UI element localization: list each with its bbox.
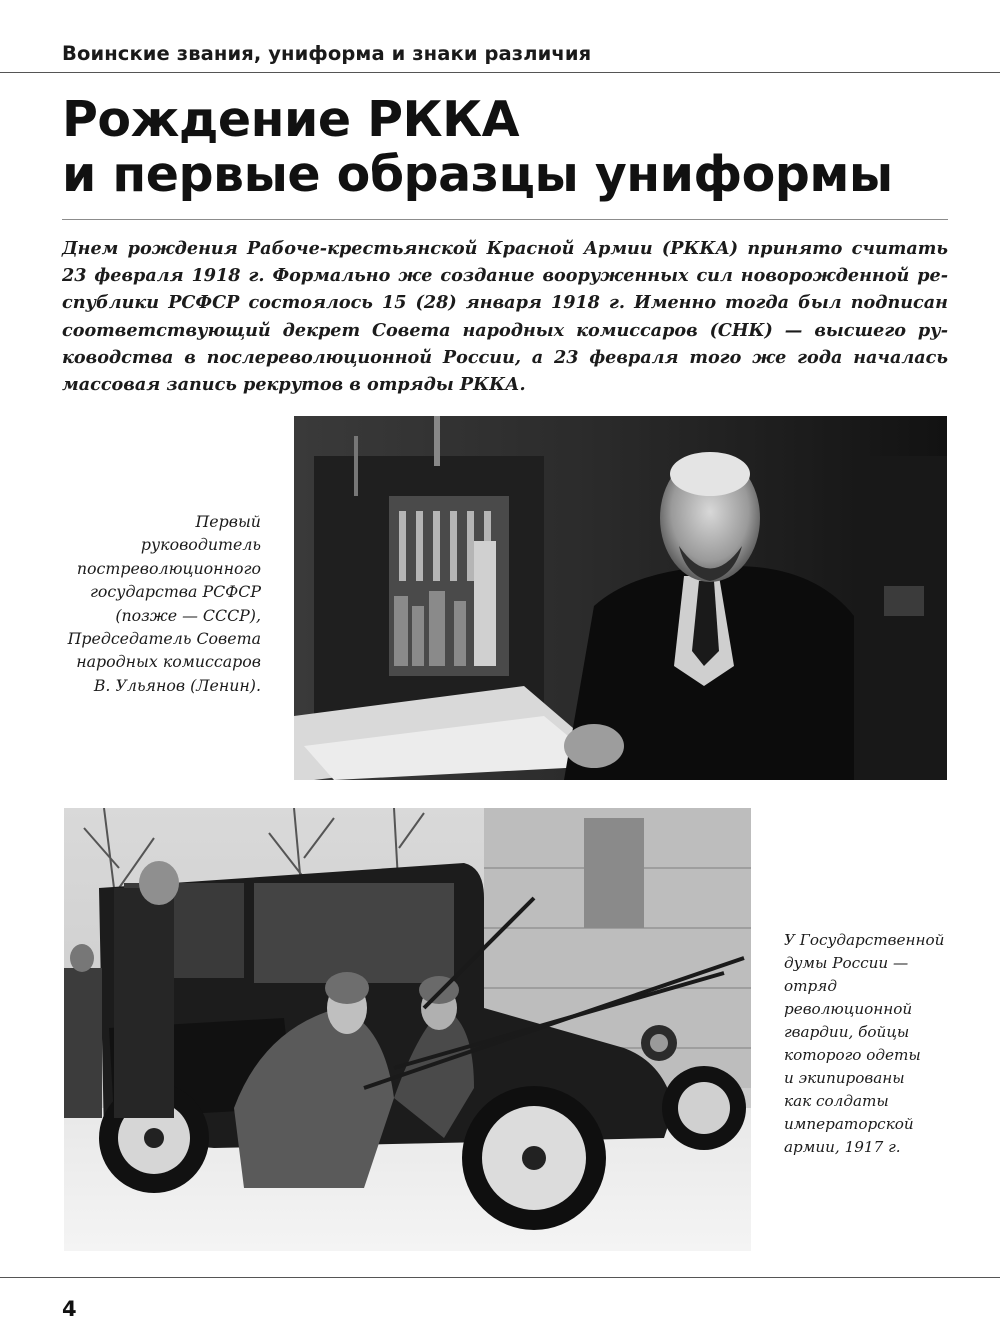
- caption-line: думы России —: [784, 954, 909, 972]
- lead-paragraph: [62, 235, 948, 398]
- armored-car-photo-icon: [64, 808, 751, 1251]
- caption-line: гвардии, бойцы: [784, 1023, 910, 1041]
- armored-car-caption: [784, 929, 944, 1159]
- caption-line: народных комиссаров: [76, 652, 261, 672]
- portrait-photo-icon: [294, 416, 947, 780]
- caption-line: императорской: [784, 1115, 914, 1133]
- caption-line: В. Ульянов (Ленин).: [93, 675, 261, 695]
- section-header: Воинские звания, униформа и знаки различия: [62, 42, 592, 65]
- caption-line: армии, 1917 г.: [784, 1138, 901, 1156]
- caption-line: Первый: [195, 512, 261, 531]
- page-number: 4: [62, 1297, 77, 1321]
- caption-line: руководитель: [140, 535, 261, 555]
- page-title: [62, 92, 893, 202]
- caption-line: (позже — СССР),: [115, 605, 261, 625]
- portrait-photo: [294, 416, 947, 780]
- header-rule: [0, 72, 1000, 73]
- caption-line: как солдаты: [784, 1092, 889, 1110]
- caption-line: отряд: [784, 977, 837, 995]
- caption-line: революционной: [784, 1000, 913, 1018]
- armored-car-photo: [64, 808, 751, 1251]
- caption-line: У Государственной: [784, 931, 945, 949]
- lead-line: соответствующий декрет Совета народных комиссаров (СНК) — высшего ру-: [62, 319, 948, 341]
- caption-line: и экипированы: [784, 1069, 905, 1087]
- caption-line: Председатель Совета: [67, 629, 261, 649]
- lead-line: спублики РСФСР состоялось 15 (28) января 1918 г. Именно тогда был подписан: [62, 292, 948, 314]
- caption-line: постреволюционного: [76, 558, 261, 578]
- lead-line: ководства в послереволюционной России, а 23 февраля того же года началась: [62, 346, 948, 368]
- lead-line: массовая запись рекрутов в отряды РККА.: [62, 374, 526, 396]
- page-title-line: и первые образцы униформы: [62, 146, 893, 203]
- footer-rule: [0, 1277, 1000, 1278]
- caption-line: которого одеты: [784, 1046, 921, 1064]
- lead-line: Днем рождения Рабоче-крестьянской Красной Армии (РККА) принято считать: [62, 238, 948, 259]
- lead-line: 23 февраля 1918 г. Формально же создание вооруженных сил новорожденной ре-: [62, 265, 948, 287]
- title-rule: [62, 219, 948, 220]
- portrait-caption: [68, 510, 261, 697]
- caption-line: государства РСФСР: [89, 582, 261, 602]
- page-title-line: Рождение РККА: [62, 91, 520, 148]
